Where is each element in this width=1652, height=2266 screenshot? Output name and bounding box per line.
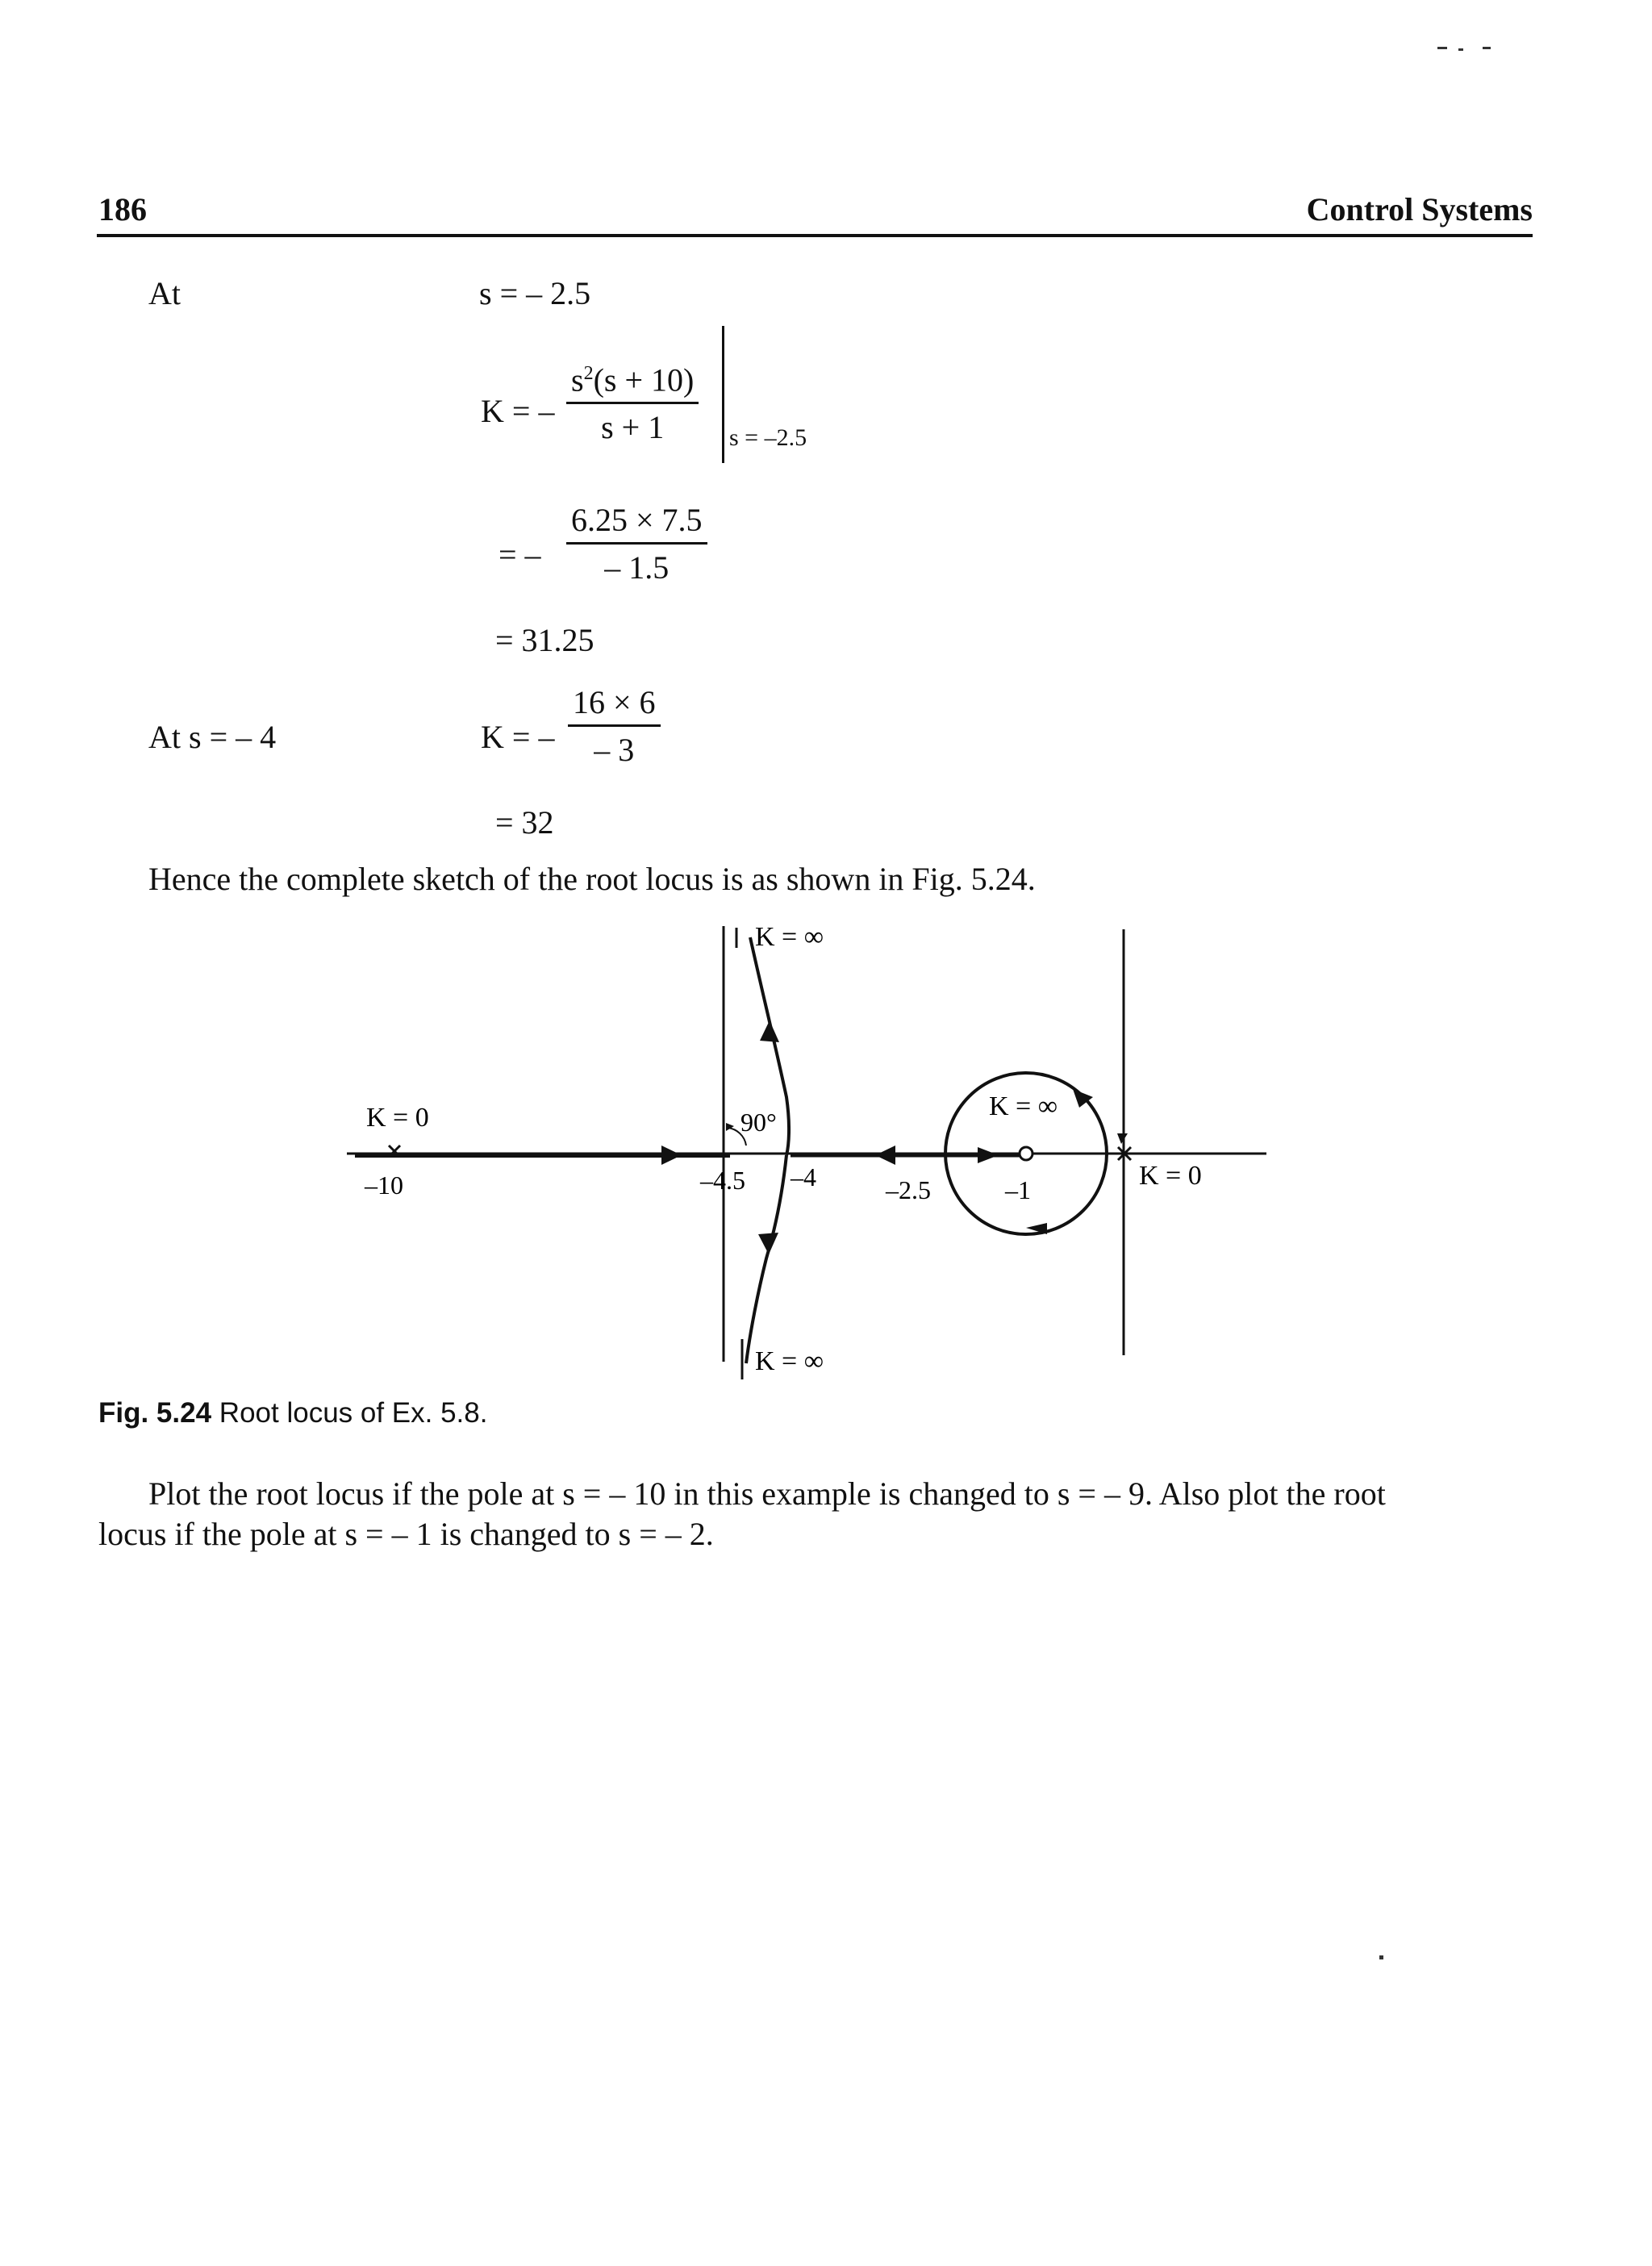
label-angle: 90° bbox=[740, 1108, 777, 1137]
arrow-inner-segment bbox=[978, 1147, 999, 1163]
k-num-rest: (s + 10) bbox=[593, 361, 695, 399]
k4-lhs: K = – bbox=[481, 719, 555, 755]
scan-mark bbox=[1437, 47, 1447, 49]
step2-den: – 1.5 bbox=[604, 549, 670, 586]
arrow-down-branch bbox=[758, 1233, 778, 1254]
exercise-line-1: Plot the root locus if the pole at s = – 10 in this example is changed to s = – 9. Also plot the root bbox=[148, 1475, 1386, 1512]
caption-text: Root locus of Ex. 5.8. bbox=[219, 1397, 488, 1429]
arrow-up-branch bbox=[760, 1020, 779, 1042]
zero-marker bbox=[1020, 1147, 1032, 1160]
exercise-line-2: locus if the pole at s = – 1 is changed to s = – 2. bbox=[98, 1516, 714, 1552]
s-value-eq: s = – 2.5 bbox=[479, 275, 591, 311]
k4-result: = 32 bbox=[495, 804, 554, 841]
at-s4-label: At s = – 4 bbox=[148, 719, 277, 755]
k-num-exp: 2 bbox=[583, 363, 594, 384]
eval-at: s = –2.5 bbox=[729, 424, 807, 451]
page-number: 186 bbox=[98, 191, 147, 227]
scan-mark bbox=[1458, 48, 1463, 51]
k-den: s + 1 bbox=[601, 409, 665, 446]
tick-label-m10: –10 bbox=[365, 1171, 403, 1200]
label-k-zero-right: K = 0 bbox=[1139, 1161, 1202, 1191]
figure-caption bbox=[98, 1397, 487, 1429]
k-lhs: K = – bbox=[481, 393, 555, 429]
step2-lhs: = – bbox=[499, 536, 541, 573]
caption-label: Fig. 5.24 bbox=[98, 1397, 212, 1429]
k4-num: 16 × 6 bbox=[573, 684, 656, 720]
lower-branch bbox=[746, 1155, 786, 1363]
tick-label-m1: –1 bbox=[1005, 1175, 1031, 1204]
scan-mark bbox=[1379, 1955, 1383, 1959]
at-label: At bbox=[148, 275, 181, 311]
label-k-zero-left: K = 0 bbox=[366, 1103, 429, 1133]
tick-label-m25: –2.5 bbox=[886, 1175, 931, 1204]
step3-result: = 31.25 bbox=[495, 622, 594, 658]
k-num-base: s bbox=[571, 361, 584, 399]
arrow-right-left-segment bbox=[661, 1146, 682, 1165]
k4-den: – 3 bbox=[594, 732, 635, 768]
label-k-inf-top: K = ∞ bbox=[755, 922, 824, 952]
tick-label-m45: –4.5 bbox=[700, 1166, 745, 1195]
label-k-inf-circle: K = ∞ bbox=[989, 1091, 1058, 1121]
step2-num: 6.25 × 7.5 bbox=[571, 502, 703, 538]
tick-label-m4: –4 bbox=[791, 1162, 816, 1191]
book-title: Control Systems bbox=[1306, 191, 1533, 227]
scan-mark bbox=[1483, 47, 1491, 49]
arrow-left-middle-segment bbox=[875, 1146, 895, 1165]
intro-sentence: Hence the complete sketch of the root locus is as shown in Fig. 5.24. bbox=[148, 861, 1036, 897]
label-k-inf-bottom: K = ∞ bbox=[755, 1346, 824, 1376]
